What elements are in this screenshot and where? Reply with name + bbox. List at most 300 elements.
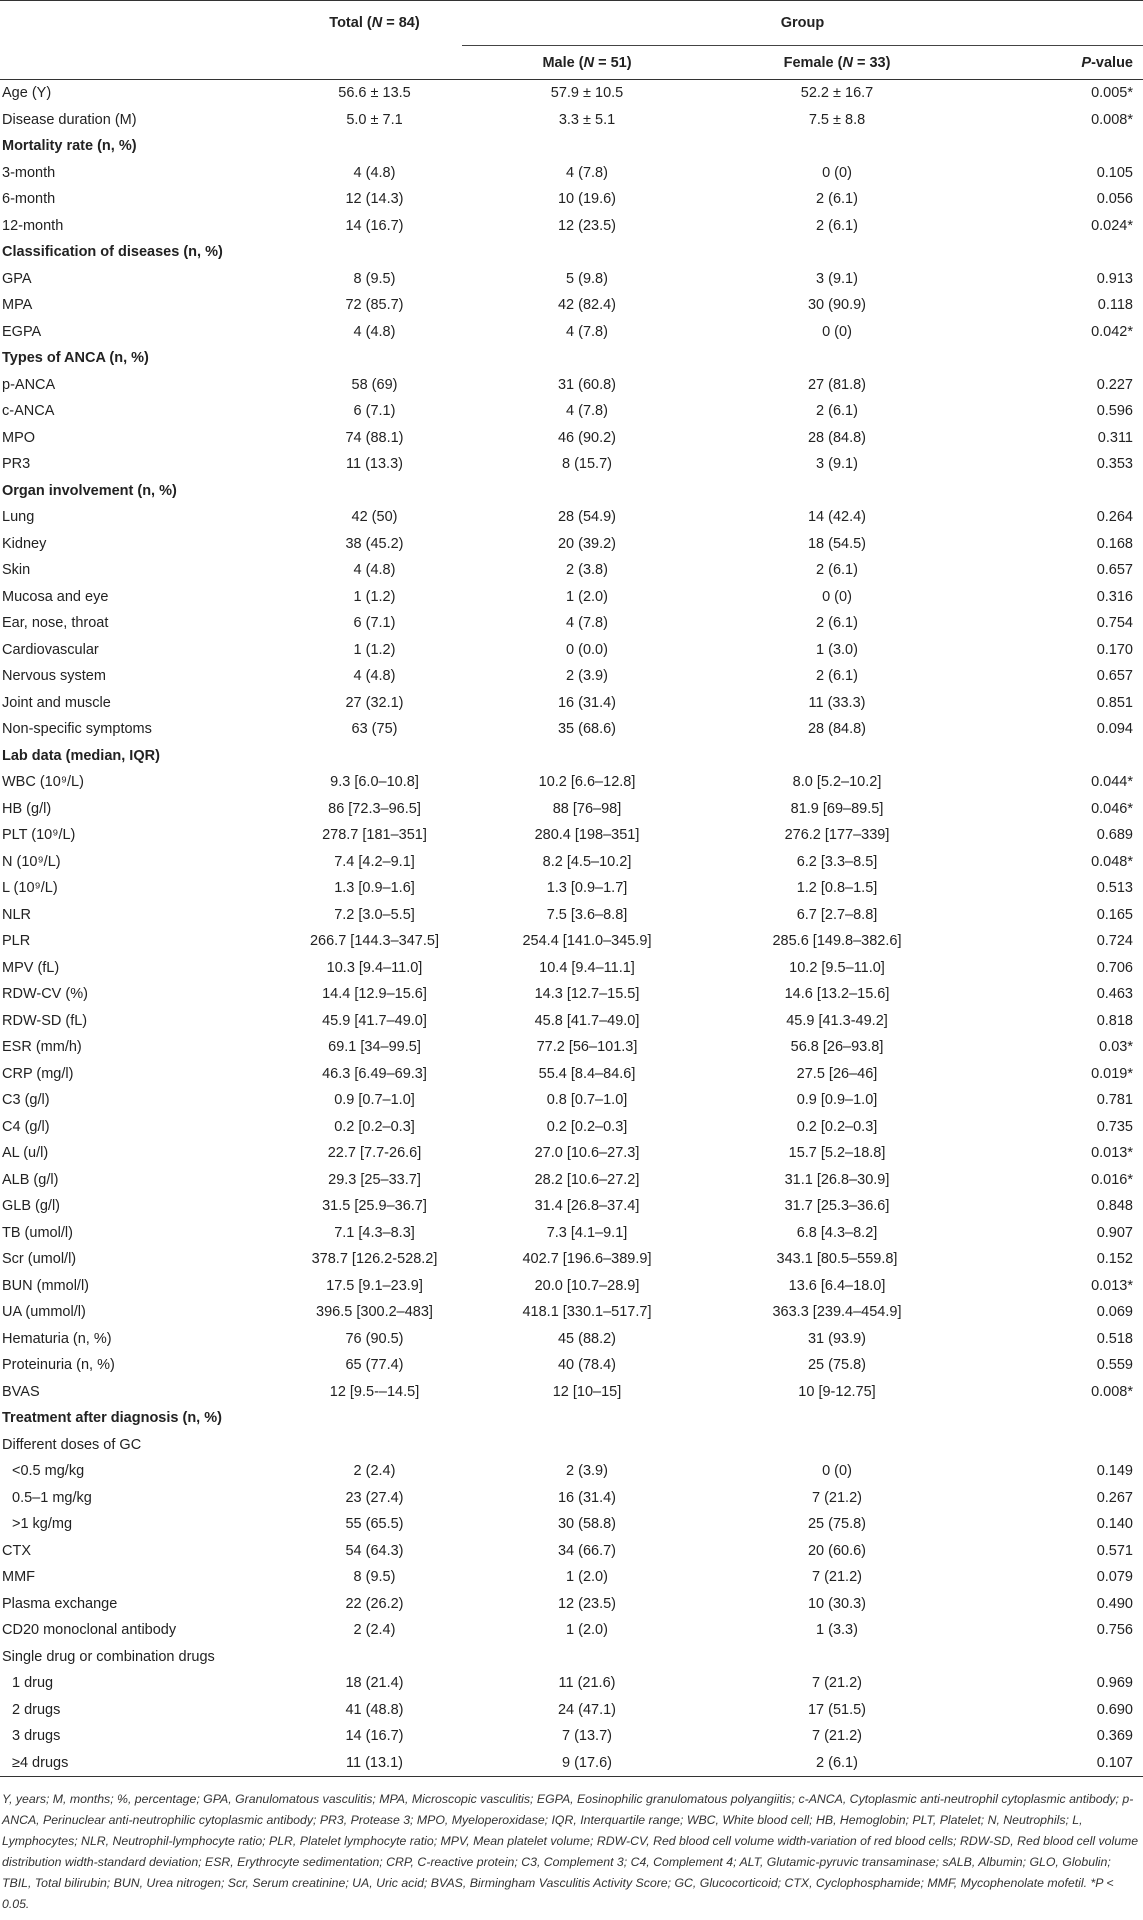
cell-female: 3 (9.1): [816, 456, 858, 473]
cell-male: 2 (3.8): [566, 562, 608, 579]
cell-male: 8.2 [4.5–10.2]: [542, 853, 632, 870]
cell-pvalue: 0.756: [1096, 1622, 1133, 1639]
cell-female: [712, 1405, 962, 1432]
cell-pvalue: 0.735: [1096, 1118, 1133, 1135]
cell-male: 280.4 [198–351]: [534, 827, 640, 844]
cell-pvalue: 0.267: [1096, 1489, 1133, 1506]
header-female-count: = 33): [852, 54, 891, 71]
cell-total: 38 (45.2): [345, 535, 404, 552]
row-label: 1 drug: [12, 1675, 54, 1692]
cell-total: 14 (16.7): [345, 1728, 404, 1745]
cell-female: 56.8 [26–93.8]: [790, 1039, 884, 1056]
table-row: [0, 1246, 1143, 1273]
cell-male: 2 (3.9): [566, 668, 608, 685]
table-row: [0, 1644, 1143, 1671]
table-row: [0, 292, 1143, 319]
cell-total: 396.5 [300.2–483]: [316, 1304, 433, 1321]
cell-female: 7 (21.2): [812, 1728, 862, 1745]
cell-total: 86 [72.3–96.5]: [328, 800, 421, 817]
section-title: Lab data (median, IQR): [2, 747, 160, 764]
cell-pvalue: 0.689: [1096, 827, 1133, 844]
header-total-label: Total (: [329, 15, 372, 32]
cell-total: 42 (50): [351, 509, 398, 526]
cell-total: [287, 239, 462, 266]
table-row: [0, 1061, 1143, 1088]
cell-pvalue: 0.754: [1096, 615, 1133, 632]
header-group: [462, 1, 1143, 46]
cell-male: 9 (17.6): [462, 1750, 712, 1777]
cell-pvalue: 0.005*: [1091, 85, 1133, 102]
cell-female: 276.2 [177–339]: [784, 827, 890, 844]
cell-pvalue: 0.907: [1096, 1224, 1133, 1241]
cell-male: 0 (0.0): [566, 641, 608, 658]
table-row: [0, 80, 1143, 107]
cell-total: 0.2 [0.2–0.3]: [334, 1118, 415, 1135]
row-label: MMF: [2, 1569, 36, 1586]
table-row: [0, 902, 1143, 929]
cell-total: 12 (14.3): [345, 191, 404, 208]
cell-male: 12 (23.5): [557, 1595, 617, 1612]
cell-pvalue: [962, 1405, 1143, 1432]
row-label: Single drug or combination drugs: [2, 1648, 215, 1665]
cell-male: [462, 239, 712, 266]
header-pvalue: [962, 46, 1143, 80]
table-row: [0, 1670, 1143, 1697]
cell-female: 6.2 [3.3–8.5]: [796, 853, 878, 870]
cell-pvalue: 0.851: [1096, 694, 1133, 711]
cell-pvalue: 0.490: [1096, 1595, 1133, 1612]
row-label: CD20 monoclonal antibody: [2, 1622, 177, 1639]
cell-male: 1.3 [0.9–1.7]: [546, 880, 628, 897]
row-label: HB (g/l): [2, 800, 52, 817]
cell-male: 46 (90.2): [557, 429, 617, 446]
cell-pvalue: 0.118: [1097, 297, 1133, 314]
row-label: Non-specific symptoms: [2, 721, 152, 738]
table-row: [0, 1750, 1143, 1777]
header-male-n: N: [583, 54, 595, 71]
cell-pvalue: 0.571: [1096, 1542, 1133, 1559]
cell-male: 20 (39.2): [557, 535, 617, 552]
cell-male: 3.3 ± 5.1: [558, 111, 616, 128]
cell-total: [287, 1432, 462, 1459]
table-row: [0, 451, 1143, 478]
row-label: MPV (fL): [2, 959, 60, 976]
cell-male: 24 (47.1): [557, 1701, 617, 1718]
table-row: [0, 1299, 1143, 1326]
row-label: GPA: [2, 270, 32, 287]
cell-female: 3 (9.1): [816, 270, 858, 287]
table-row: [0, 637, 1143, 664]
cell-pvalue: 0.818: [1096, 1012, 1133, 1029]
header-empty-cell: [0, 46, 287, 80]
cell-male: [462, 1432, 712, 1459]
cell-pvalue: 0.048*: [1091, 853, 1133, 870]
cell-pvalue: 0.353: [1096, 456, 1133, 473]
table-row: [0, 1379, 1143, 1406]
row-label: Plasma exchange: [2, 1595, 118, 1612]
cell-male: 88 [76–98]: [552, 800, 622, 817]
row-label: EGPA: [2, 323, 42, 340]
table-row: [0, 1458, 1143, 1485]
footnote-text: Y, years; M, months; %, percentage; GPA, Granulomatous vasculitis; MPA, Microscopic vasculitis; EGPA, Eosinophilic granulomatous polyangiitis; c-ANCA, Cytoplasmic anti-neutrophil cytoplasmic antibody; p-ANCA, Perinuclear anti-neutrophilic cytoplasmic antibody; PR3, Protease 3; MPO, Myeloperoxidase; IQR, Interquartile range; WBC, White blood cell; HB, Hemoglobin; PLT, Platelet; N, Neutrophils; L, Lymphocytes; NLR, Neutrophil-lymphocyte ratio; PLR, Platelet lymphocyte ratio; MPV, Mean platelet volume; RDW-CV, Red blood cell volume width-variation of red blood cells; RDW-SD, Red blood cell volume distribution width-standard deviation; ESR, Erythrocyte sedimentation; CRP, C-reactive protein; C3, Complement 3; C4, Complement 4; ALT, Glutamic-pyruvic transaminase; sALB, Albumin; GLO, Globulin; TBIL, Total bilirubin; BUN, Urea nitrogen; Scr, Serum creatinine; UA, Uric acid; BVAS, Birmingham Vasculitis Activity Score; GC, Glucocorticoid; CTX, Cyclophosphamide; MMF, Mycophenolate mofetil.: [2, 1792, 1139, 1890]
cell-female: 7 (21.2): [812, 1569, 862, 1586]
header-p-letter: P: [1081, 54, 1092, 71]
table-row: [0, 107, 1143, 134]
table-row: [0, 1273, 1143, 1300]
cell-male: 7.5 [3.6–8.8]: [546, 906, 628, 923]
cell-total: 18 (21.4): [345, 1675, 404, 1692]
row-label: BUN (mmol/l): [2, 1277, 89, 1294]
cell-male: 28 (54.9): [557, 509, 617, 526]
cell-pvalue: 0.657: [1096, 562, 1133, 579]
cell-total: 11 (13.1): [287, 1750, 462, 1777]
cell-female: 1 (3.0): [816, 641, 858, 658]
cell-pvalue: 0.690: [1096, 1701, 1133, 1718]
header-female-label: Female (: [783, 54, 843, 71]
cell-total: 54 (64.3): [345, 1542, 404, 1559]
row-label: 6-month: [2, 191, 56, 208]
cell-female: 25 (75.8): [807, 1357, 867, 1374]
cell-total: 14.4 [12.9–15.6]: [322, 986, 427, 1003]
cell-male: [462, 345, 712, 372]
cell-pvalue: 0.03*: [1099, 1039, 1133, 1056]
cell-male: 4 (7.8): [566, 164, 608, 181]
cell-male: [462, 1405, 712, 1432]
table-row: [0, 1432, 1143, 1459]
cell-total: 74 (88.1): [345, 429, 404, 446]
cell-male: 28.2 [10.6–27.2]: [534, 1171, 640, 1188]
cell-male: 0.8 [0.7–1.0]: [546, 1092, 628, 1109]
row-label: 3-month: [2, 164, 56, 181]
cell-male: 10.2 [6.6–12.8]: [538, 774, 636, 791]
cell-male: [462, 478, 712, 505]
row-label: TB (umol/l): [2, 1224, 73, 1241]
table-row: [0, 504, 1143, 531]
cell-total: 7.4 [4.2–9.1]: [334, 853, 415, 870]
cell-male: 254.4 [141.0–345.9]: [522, 933, 652, 950]
cell-pvalue: 0.152: [1096, 1251, 1133, 1268]
table-row: [0, 398, 1143, 425]
cell-female: 18 (54.5): [807, 535, 867, 552]
cell-female: 2 (6.1): [816, 403, 858, 420]
cell-female: [712, 239, 962, 266]
cell-pvalue: 0.046*: [1091, 800, 1133, 817]
cell-total: 22 (26.2): [345, 1595, 404, 1612]
header-empty-cell: [287, 46, 462, 80]
cell-pvalue: 0.913: [1096, 270, 1133, 287]
cell-pvalue: 0.969: [1096, 1675, 1133, 1692]
cell-male: 10 (19.6): [557, 191, 617, 208]
cell-total: 9.3 [6.0–10.8]: [330, 774, 419, 791]
cell-female: 31.7 [25.3–36.6]: [784, 1198, 890, 1215]
header-female-n: N: [842, 54, 853, 71]
row-label: 3 drugs: [12, 1728, 61, 1745]
cell-female: [712, 1432, 962, 1459]
table-row: [0, 1326, 1143, 1353]
cell-male: 418.1 [330.1–517.7]: [522, 1304, 652, 1321]
table-row: [0, 1087, 1143, 1114]
cell-pvalue: [962, 345, 1143, 372]
table-row: [0, 1591, 1143, 1618]
cell-total: 46.3 [6.49–69.3]: [322, 1065, 427, 1082]
cell-male: 7 (13.7): [562, 1728, 612, 1745]
header-p-rest: -value: [1091, 54, 1133, 71]
cell-male: 12 (23.5): [557, 217, 617, 234]
cell-male: [462, 1644, 712, 1671]
header-row-1: [0, 1, 1143, 46]
section-header-row: [0, 133, 1143, 160]
table-row: [0, 822, 1143, 849]
cell-female: 7 (21.2): [812, 1675, 862, 1692]
row-label: C4 (g/l): [2, 1118, 50, 1135]
cell-total: 0.9 [0.7–1.0]: [334, 1092, 415, 1109]
cell-male: 4 (7.8): [566, 615, 608, 632]
cell-male: 16 (31.4): [557, 694, 617, 711]
table-row: [0, 663, 1143, 690]
cell-female: 27.5 [26–46]: [796, 1065, 878, 1082]
cell-pvalue: 0.311: [1097, 429, 1133, 446]
cell-male: 34 (66.7): [557, 1542, 617, 1559]
cell-male: 11 (21.6): [558, 1675, 616, 1692]
table-row: [0, 372, 1143, 399]
cell-female: 1 (3.3): [816, 1622, 858, 1639]
table-row: [0, 849, 1143, 876]
table-row: [0, 875, 1143, 902]
header-female: [712, 46, 962, 80]
cell-female: 14 (42.4): [807, 509, 867, 526]
table-body: [0, 80, 1143, 1777]
cell-pvalue: 0.316: [1096, 588, 1133, 605]
cell-female: 0.9 [0.9–1.0]: [796, 1092, 878, 1109]
cell-female: 10 [9-12.75]: [798, 1383, 876, 1400]
cell-male: 42 (82.4): [557, 297, 617, 314]
cell-female: 52.2 ± 16.7: [800, 85, 874, 102]
table-row: [0, 266, 1143, 293]
header-group-label: Group: [780, 15, 825, 31]
cell-pvalue: 0.016*: [1091, 1171, 1133, 1188]
row-label: CTX: [2, 1542, 31, 1559]
cell-total: 8 (9.5): [353, 270, 396, 287]
cell-total: 29.3 [25–33.7]: [328, 1171, 421, 1188]
cell-total: 5.0 ± 7.1: [346, 111, 403, 128]
row-label: Proteinuria (n, %): [2, 1357, 115, 1374]
table-row: [0, 213, 1143, 240]
cell-total: 23 (27.4): [345, 1489, 404, 1506]
cell-pvalue: 0.559: [1096, 1357, 1133, 1374]
cell-female: 31.1 [26.8–30.9]: [784, 1171, 890, 1188]
table-row: [0, 690, 1143, 717]
cell-total: 14 (16.7): [345, 217, 404, 234]
cell-pvalue: 0.513: [1096, 880, 1133, 897]
cell-pvalue: 0.848: [1096, 1198, 1133, 1215]
section-title: Classification of diseases (n, %): [2, 244, 223, 261]
cell-male: 12 [10–15]: [552, 1383, 622, 1400]
table-row: [0, 955, 1143, 982]
cell-female: [712, 345, 962, 372]
cell-male: 16 (31.4): [557, 1489, 617, 1506]
cell-total: 2 (2.4): [353, 1463, 396, 1480]
cell-female: [712, 743, 962, 770]
table-row: [0, 1564, 1143, 1591]
cell-total: 56.6 ± 13.5: [338, 85, 411, 102]
cell-pvalue: 0.056: [1096, 191, 1133, 208]
cell-pvalue: 0.079: [1096, 1569, 1133, 1586]
cell-male: 10.4 [9.4–11.1]: [539, 959, 635, 976]
cell-pvalue: 0.264: [1096, 509, 1133, 526]
cell-male: 1 (2.0): [566, 1569, 608, 1586]
cell-total: 58 (69): [351, 376, 398, 393]
cell-pvalue: 0.140: [1096, 1516, 1133, 1533]
row-label: Disease duration (M): [2, 111, 137, 128]
cell-female: [712, 478, 962, 505]
cell-pvalue: 0.706: [1096, 959, 1133, 976]
cell-female: 2 (6.1): [816, 191, 858, 208]
cell-female: 28 (84.8): [807, 429, 867, 446]
cell-total: 6 (7.1): [353, 403, 396, 420]
row-label: UA (ummol/l): [2, 1304, 86, 1321]
cell-total: 266.7 [144.3–347.5]: [309, 933, 439, 950]
footnote-significance: *P < 0.05.: [2, 1876, 1114, 1911]
cell-female: 17 (51.5): [807, 1701, 867, 1718]
row-label: MPO: [2, 429, 36, 446]
cell-female: 13.6 [6.4–18.0]: [788, 1277, 886, 1294]
cell-total: 69.1 [34–99.5]: [328, 1039, 421, 1056]
cell-female: 0 (0): [822, 588, 852, 605]
cell-pvalue: 0.168: [1096, 535, 1133, 552]
cell-pvalue: 0.013*: [1091, 1277, 1133, 1294]
row-label: Lung: [2, 509, 35, 526]
cell-total: 6 (7.1): [353, 615, 396, 632]
cell-female: 363.3 [239.4–454.9]: [772, 1304, 902, 1321]
cell-pvalue: 0.165: [1096, 906, 1133, 923]
table-row: [0, 1538, 1143, 1565]
cell-total: [287, 1644, 462, 1671]
cell-male: 30 (58.8): [557, 1516, 617, 1533]
cell-pvalue: 0.024*: [1091, 217, 1133, 234]
cell-male: [462, 743, 712, 770]
section-header-row: [0, 743, 1143, 770]
cell-total: 7.1 [4.3–8.3]: [334, 1224, 415, 1241]
cell-total: 76 (90.5): [345, 1330, 404, 1347]
cell-total: 1 (1.2): [353, 641, 396, 658]
cell-pvalue: 0.105: [1096, 164, 1133, 181]
table-row: [0, 1220, 1143, 1247]
cell-female: 14.6 [13.2–15.6]: [784, 986, 890, 1003]
table-row: [0, 796, 1143, 823]
table-row: [0, 186, 1143, 213]
cell-total: 4 (4.8): [353, 668, 396, 685]
cell-female: 15.7 [5.2–18.8]: [788, 1145, 886, 1162]
row-label: CRP (mg/l): [2, 1065, 74, 1082]
row-label: BVAS: [2, 1383, 40, 1400]
table-row: [0, 319, 1143, 346]
cell-pvalue: [962, 1432, 1143, 1459]
cell-pvalue: 0.227: [1096, 376, 1133, 393]
cell-total: 27 (32.1): [345, 694, 404, 711]
cell-female: 2 (6.1): [816, 562, 858, 579]
cell-male: 40 (78.4): [557, 1357, 617, 1374]
row-label: <0.5 mg/kg: [12, 1463, 85, 1480]
cell-total: 72 (85.7): [345, 297, 404, 314]
cell-pvalue: 0.369: [1096, 1728, 1133, 1745]
cell-female: 25 (75.8): [807, 1516, 867, 1533]
section-title: Mortality rate (n, %): [2, 138, 137, 155]
table-row: [0, 1723, 1143, 1750]
cell-total: 4 (4.8): [353, 323, 396, 340]
table-row: [0, 1034, 1143, 1061]
row-label: ALB (g/l): [2, 1171, 59, 1188]
header-total-n: N: [371, 15, 383, 32]
cell-pvalue: 0.781: [1096, 1092, 1133, 1109]
cell-total: 1 (1.2): [353, 588, 396, 605]
row-label: GLB (g/l): [2, 1198, 61, 1215]
row-label: AL (u/l): [2, 1145, 49, 1162]
row-label: Age (Y): [2, 85, 52, 102]
cell-female: 11 (33.3): [808, 694, 866, 711]
cell-female: 0.2 [0.2–0.3]: [796, 1118, 878, 1135]
cell-total: 22.7 [7.7-26.6]: [327, 1145, 422, 1162]
section-header-row: [0, 478, 1143, 505]
section-header-row: [0, 1405, 1143, 1432]
cell-male: 8 (15.7): [562, 456, 612, 473]
row-label: Mucosa and eye: [2, 588, 109, 605]
row-label: 2 drugs: [12, 1701, 61, 1718]
cell-total: 278.7 [181–351]: [322, 827, 427, 844]
cell-female: 27 (81.8): [807, 376, 867, 393]
row-label: 0.5–1 mg/kg: [12, 1489, 92, 1506]
cell-pvalue: 0.596: [1096, 403, 1133, 420]
cell-female: 31 (93.9): [807, 1330, 867, 1347]
cell-male: 55.4 [8.4–84.6]: [538, 1065, 636, 1082]
row-label: MPA: [2, 297, 33, 314]
cell-female: 1.2 [0.8–1.5]: [796, 880, 878, 897]
row-label: 12-month: [2, 217, 64, 234]
cell-male: 31.4 [26.8–37.4]: [534, 1198, 640, 1215]
cell-female: 7 (21.2): [812, 1489, 862, 1506]
cell-pvalue: [962, 239, 1143, 266]
cell-total: 41 (48.8): [345, 1701, 404, 1718]
cell-pvalue: 0.463: [1096, 986, 1133, 1003]
cell-female: 343.1 [80.5–559.8]: [776, 1251, 898, 1268]
cell-total: [287, 345, 462, 372]
header-total-count: = 84): [382, 15, 420, 32]
cell-total: 378.7 [126.2-528.2]: [311, 1251, 438, 1268]
table-row: [0, 769, 1143, 796]
table-row: [0, 531, 1143, 558]
row-label: Cardiovascular: [2, 641, 99, 658]
cell-total: 55 (65.5): [345, 1516, 404, 1533]
cell-male: 45.8 [41.7–49.0]: [534, 1012, 640, 1029]
row-label: PR3: [2, 456, 31, 473]
cell-total: 12 [9.5-–14.5]: [329, 1383, 420, 1400]
cell-pvalue: 0.069: [1096, 1304, 1133, 1321]
cell-female: 2 (6.1): [816, 668, 858, 685]
cell-female: 8.0 [5.2–10.2]: [792, 774, 882, 791]
row-label: p-ANCA: [2, 376, 56, 393]
cell-pvalue: [962, 1644, 1143, 1671]
section-title: Organ involvement (n, %): [2, 482, 177, 499]
cell-total: [287, 133, 462, 160]
table-row: [0, 1617, 1143, 1644]
row-label: Joint and muscle: [2, 694, 111, 711]
row-label: L (10⁹/L): [2, 880, 58, 897]
cell-pvalue: 0.518: [1096, 1330, 1133, 1347]
cell-pvalue: [962, 133, 1143, 160]
section-header-row: [0, 239, 1143, 266]
cell-female: 0 (0): [822, 164, 852, 181]
cell-male: 4 (7.8): [566, 323, 608, 340]
row-label: WBC (10⁹/L): [2, 774, 84, 791]
